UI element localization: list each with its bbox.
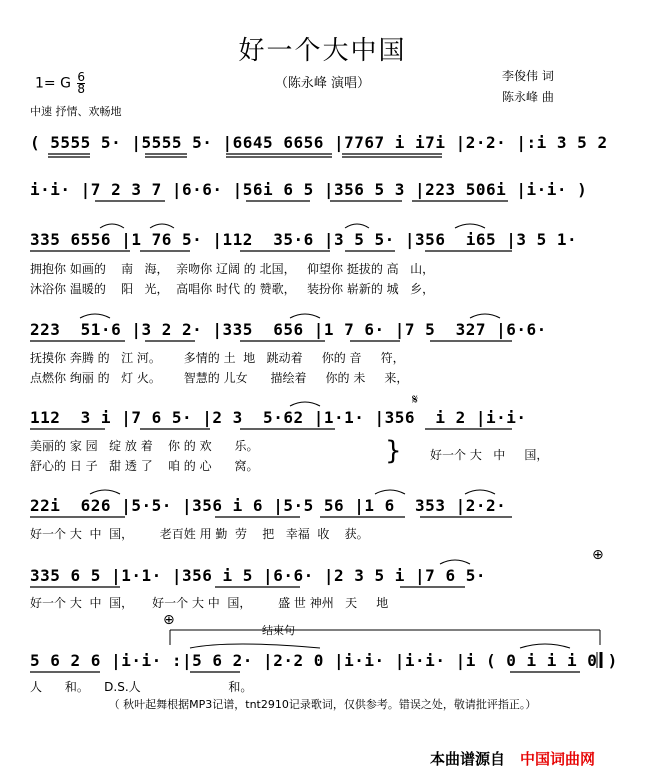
lyric-row-7: 好一个 大 中 国， 好一个 大 中 国， 盛 世 神州 天 地	[30, 596, 389, 610]
composer-credit: 陈永峰 曲	[502, 90, 554, 104]
score-row-1: ( 5555 5· |5555 5· |6645 6656 |7767 i i7i |2·2· |:i 3 5 2	[30, 133, 608, 152]
source-label: 本曲谱源自	[430, 750, 506, 768]
refrain-lyric: 好一个 大 中 国，	[430, 448, 549, 462]
transcription-note: （ 秋叶起舞根据MP3记谱，tnt2910记录歌词，仅供参考。错误之处，敬请批评指正。）	[108, 698, 537, 711]
beam-lines	[30, 154, 580, 672]
time-bottom: 8	[77, 82, 86, 96]
segno-icon: 𝄋	[412, 392, 419, 408]
singer-credit: （陈永峰 演唱）	[274, 76, 371, 91]
lyric-row-4a: 抚摸你 奔腾 的 江 河。 多情的 土 地 跳动着 你的 音 符，	[30, 351, 405, 365]
ending-label: 结束句	[262, 624, 295, 637]
score-row-8: 5 6 2 6 |i·i· :|5 6 2· |2·2 0 |i·i· |i·i· |i ( 0 i i i 0 )	[30, 651, 618, 670]
slur-marks	[80, 224, 570, 648]
score-row-6: 22i 626 |5·5· |356 i 6 |5·5 56 |1 6 353 |2·2·	[30, 496, 507, 515]
lyric-row-4b: 点燃你 绚丽 的 灯 火。 智慧的 儿女 描绘着 你的 未 来，	[30, 371, 409, 385]
score-row-3: 335 6556 |1 76 5· |112 35·6 |3 5 5· |356 i65 |3 5 1·	[30, 230, 578, 249]
lyric-row-5b: 舒心的 日 子 甜 透 了 咱 的 心 窝。	[30, 459, 259, 473]
lyricist-credit: 李俊伟 词	[502, 69, 554, 83]
lyric-row-8: 人 和。 D.S.人 和。	[30, 680, 253, 694]
lyric-row-3a: 拥抱你 如画的 南 海， 亲吻你 辽阔 的 北国， 仰望你 挺拔的 高 山，	[30, 262, 435, 276]
score-row-4: 223 51·6 |3 2 2· |335 656 |1 7 6· |7 5 327 |6·6·	[30, 320, 547, 339]
lyric-row-5a: 美丽的 家 园 绽 放 着 你 的 欢 乐。	[30, 439, 259, 453]
site-name: 中国词曲网	[520, 750, 596, 768]
lyric-row-6: 好一个 大 中 国， 老百姓 用 勤 劳 把 幸福 收 获。	[30, 527, 369, 541]
time-top: 6	[77, 70, 86, 84]
score-row-2: i·i· |7 2 3 7 |6·6· |56i 6 5 |356 5 3 |223 506i |i·i· )	[30, 180, 588, 199]
brace-icon: }	[385, 436, 402, 466]
score-row-5: 112 3 i |7 6 5· |2 3 5·62 |1·1· |356 i 2 |i·i·	[30, 408, 527, 427]
song-title: 好一个大中国	[238, 36, 407, 66]
coda-icon-ending: ⊕	[163, 612, 175, 628]
coda-icon: ⊕	[592, 547, 604, 563]
score-row-7: 335 6 5 |1·1· |356 i 5 |6·6· |2 3 5 i |7 6 5·	[30, 566, 486, 585]
key-label: 1= G	[35, 75, 71, 92]
lyric-row-3b: 沐浴你 温暖的 阳 光， 高唱你 时代 的 赞歌， 装扮你 崭新的 城 乡，	[30, 282, 435, 296]
tempo-marking: 中速 抒情、欢畅地	[30, 105, 122, 118]
